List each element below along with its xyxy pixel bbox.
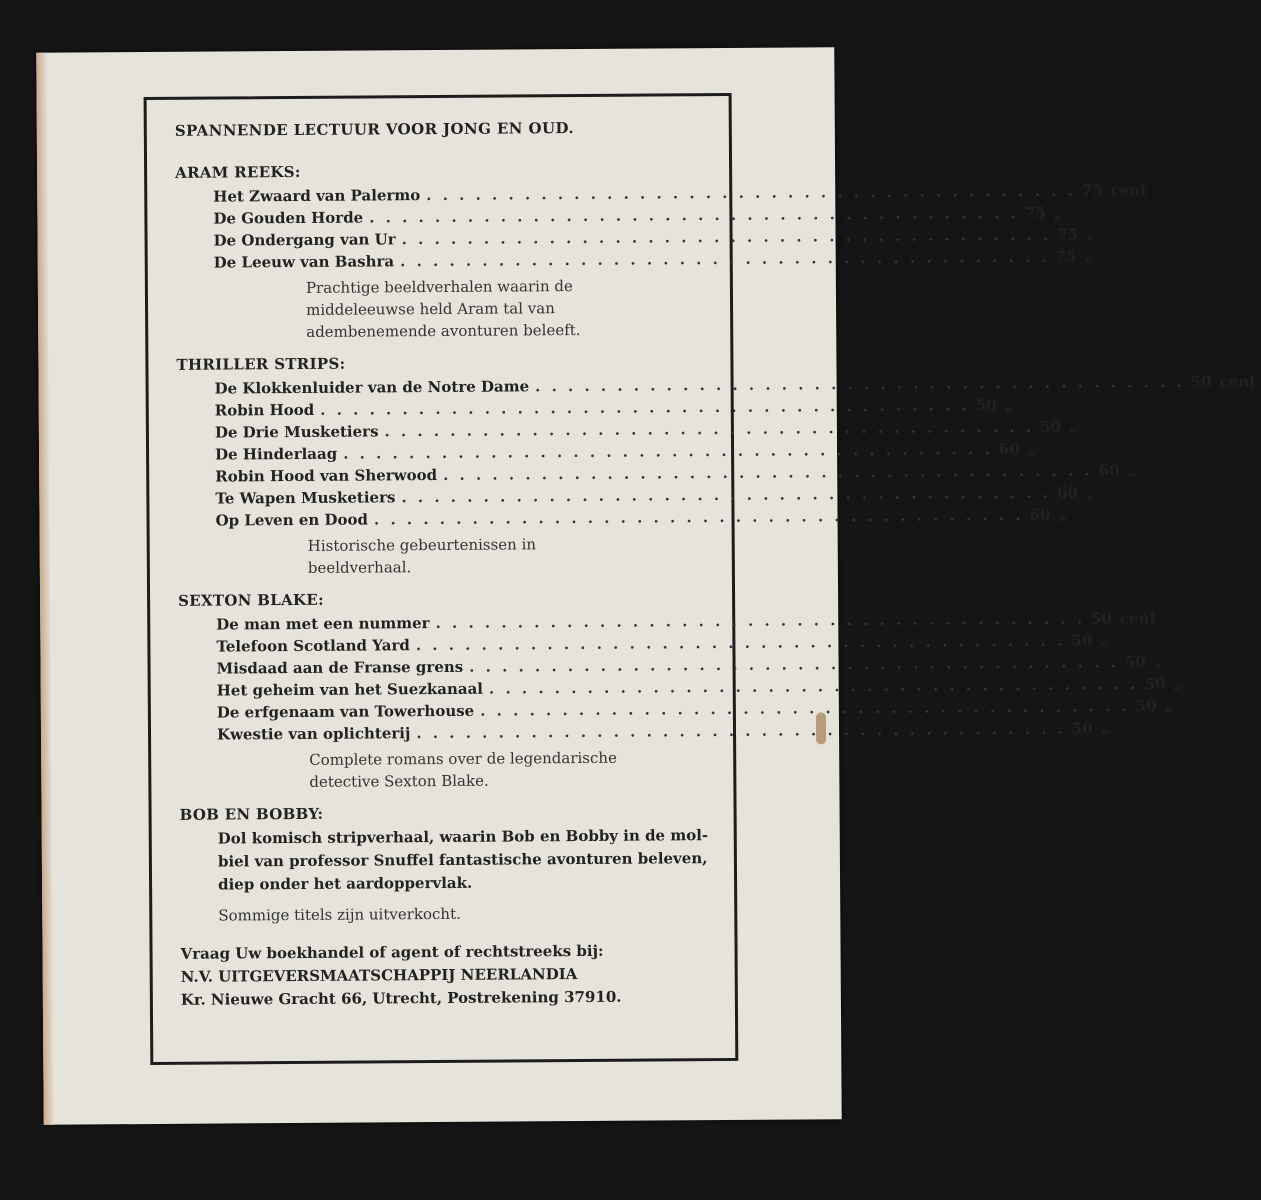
item-title: Het Zwaard van Palermo (213, 186, 421, 206)
item-price: 75 (1024, 203, 1046, 222)
item-price: 50 (1124, 653, 1146, 672)
item-price: 50 (1039, 417, 1061, 436)
item-price: 50 (1071, 631, 1093, 650)
list-item (213, 247, 1094, 273)
item-price: 60 (998, 439, 1020, 459)
item-unit: „ (1084, 247, 1094, 266)
item-unit: „ (1053, 203, 1063, 222)
bob-description: Dol komisch stripverhaal, waarin Bob en Bobby in de mol-biel van professor Snuffel fantastische avonturen beleven, diep onder het aardoppervlak. (217, 826, 709, 894)
item-unit: „ (1004, 395, 1014, 415)
item-price: 50 (1144, 674, 1166, 694)
item-unit: „ (1100, 631, 1109, 650)
item-unit: „ (1100, 719, 1110, 738)
item-title: De erfgenaam van Towerhouse (216, 701, 475, 722)
item-title: Robin Hood (214, 400, 315, 420)
item-unit: „ (1085, 225, 1095, 244)
leader-dots: . . . . . . . . . . . . . . . . . . . . . . . . . . . . . . . . . . . . . . . . (320, 396, 970, 419)
list-item (216, 719, 1110, 745)
item-price: 50 (1091, 609, 1113, 628)
item-title: Kwestie van oplichterij (216, 724, 411, 744)
section-title: BOB EN BOBBY: (179, 804, 324, 824)
item-unit: „ (1153, 652, 1163, 672)
catalog-heading: SPANNENDE LECTUUR VOOR JONG EN OUD. (174, 119, 575, 140)
item-title: De Hinderlaag (215, 444, 338, 464)
item-title: Het geheim van het Suezkanaal (216, 679, 484, 700)
item-price: 50 (1135, 696, 1157, 716)
leader-dots: . . . . . . . . . . . . . . . . . . . . . . . . . . . . . . . . . . . . . . . . (435, 609, 1086, 633)
leader-dots: . . . . . . . . . . . . . . . . . . . . . . . . . . . . . . . . . . . . . . . . (384, 417, 1035, 441)
item-title: De Klokkenluider van de Notre Dame (214, 377, 530, 398)
leader-dots: . . . . . . . . . . . . . . . . . . . . . . . . . . . . . . . . . . . . . . . . (415, 631, 1066, 655)
list-item (215, 505, 1068, 531)
item-title: De man met een nummer (216, 614, 430, 634)
catalog-frame (144, 93, 1257, 1065)
section-description: Prachtige beeldverhalen waarin de middeleeuwse held Aram tal van adembenemende avonturen beleeft. (305, 277, 581, 341)
item-price: 50 (1190, 372, 1212, 391)
item-price: 50 (1071, 719, 1093, 738)
item-title: Te Wapen Musketiers (215, 488, 396, 508)
section-description: Complete romans over de legendarische detective Sexton Blake. (309, 748, 617, 791)
item-unit: „ (1058, 505, 1068, 524)
section-title: ARAM REEKS: (175, 162, 301, 182)
item-unit: „ (1127, 461, 1137, 480)
item-unit: cent (1110, 181, 1148, 200)
section-sexton-blake (178, 588, 1183, 794)
item-unit: „ (1085, 483, 1095, 502)
section-thriller-strips (176, 352, 1257, 580)
item-price: 75 (1081, 181, 1103, 200)
leader-dots: . . . . . . . . . . . . . . . . . . . . . . . . . . . . . . . . . . . . . . . . (401, 483, 1052, 507)
leader-dots: . . . . . . . . . . . . . . . . . . . . . . . . . . . . . . . . . . . . . . . . (443, 461, 1093, 484)
item-title: De Ondergang van Ur (213, 230, 396, 250)
item-title: De Leeuw van Bashra (213, 252, 395, 272)
leader-dots: . . . . . . . . . . . . . . . . . . . . . . . . . . . . . . . . . . . . . . . . (426, 181, 1076, 205)
leader-dots: . . . . . . . . . . . . . . . . . . . . . . . . . . . . . . . . . . . . . . . . (400, 247, 1050, 271)
item-unit: cent (1219, 372, 1257, 391)
section-bob-en-bobby (180, 802, 717, 925)
item-title: De Gouden Horde (213, 208, 364, 228)
leader-dots: . . . . . . . . . . . . . . . . . . . . . . . . . . . . . . . . . . . . . . . . (480, 697, 1130, 720)
leader-dots: . . . . . . . . . . . . . . . . . . . . . . . . . . . . . . . . . . . . . . . . (469, 653, 1119, 676)
item-title: Robin Hood van Sherwood (215, 466, 438, 486)
item-title: Op Leven en Dood (215, 510, 369, 530)
leader-dots: . . . . . . . . . . . . . . . . . . . . . . . . . . . . . . . . . . . . . . . . (373, 505, 1024, 529)
item-unit: „ (1173, 674, 1183, 693)
booklet-back-cover (36, 47, 1257, 1125)
item-title: Misdaad aan de Franse grens (216, 657, 464, 678)
leader-dots: . . . . . . . . . . . . . . . . . . . . . . . . . . . . . . . . . . . . . . . . (401, 225, 1052, 249)
item-unit: „ (1068, 417, 1078, 436)
item-unit: cent (1119, 608, 1157, 628)
item-price: 60 (1029, 505, 1051, 524)
section-aram-reeks (175, 160, 1148, 344)
publisher-address: Kr. Nieuwe Gracht 66, Utrecht, Postrekening 37910. (180, 987, 622, 1009)
item-title: Telefoon Scotland Yard (216, 636, 410, 656)
item-price: 75 (1055, 247, 1077, 266)
sold-out-note: Sommige titels zijn uitverkocht. (218, 904, 461, 925)
section-title: SEXTON BLAKE: (178, 590, 325, 610)
publisher-line-1: Vraag Uw boekhandel of agent of rechtstreeks bij: (180, 941, 604, 963)
leader-dots: . . . . . . . . . . . . . . . . . . . . . . . . . . . . . . . . . . . . . . . . (416, 719, 1066, 743)
publisher-block (180, 939, 716, 1012)
leader-dots: . . . . . . . . . . . . . . . . . . . . . . . . . . . . . . . . . . . . . . . . (535, 372, 1185, 396)
leader-dots: . . . . . . . . . . . . . . . . . . . . . . . . . . . . . . . . . . . . . . . . (369, 203, 1019, 227)
item-price: 60 (1056, 483, 1078, 502)
item-title: De Drie Musketiers (214, 422, 379, 442)
publisher-name: N.V. UITGEVERSMAATSCHAPPIJ NEERLANDIA (180, 965, 578, 986)
leader-dots: . . . . . . . . . . . . . . . . . . . . . . . . . . . . . . . . . . . . . . . . (488, 675, 1139, 698)
item-unit: „ (1164, 696, 1174, 715)
item-price: 50 (975, 396, 997, 415)
item-unit: „ (1027, 439, 1037, 458)
item-price: 75 (1057, 225, 1079, 244)
section-description: Historische gebeurtenissen in beeldverhaal. (307, 535, 537, 577)
section-title: THRILLER STRIPS: (176, 354, 346, 374)
leader-dots: . . . . . . . . . . . . . . . . . . . . . . . . . . . . . . . . . . . . . . . . (343, 440, 993, 463)
item-price: 60 (1098, 461, 1120, 480)
